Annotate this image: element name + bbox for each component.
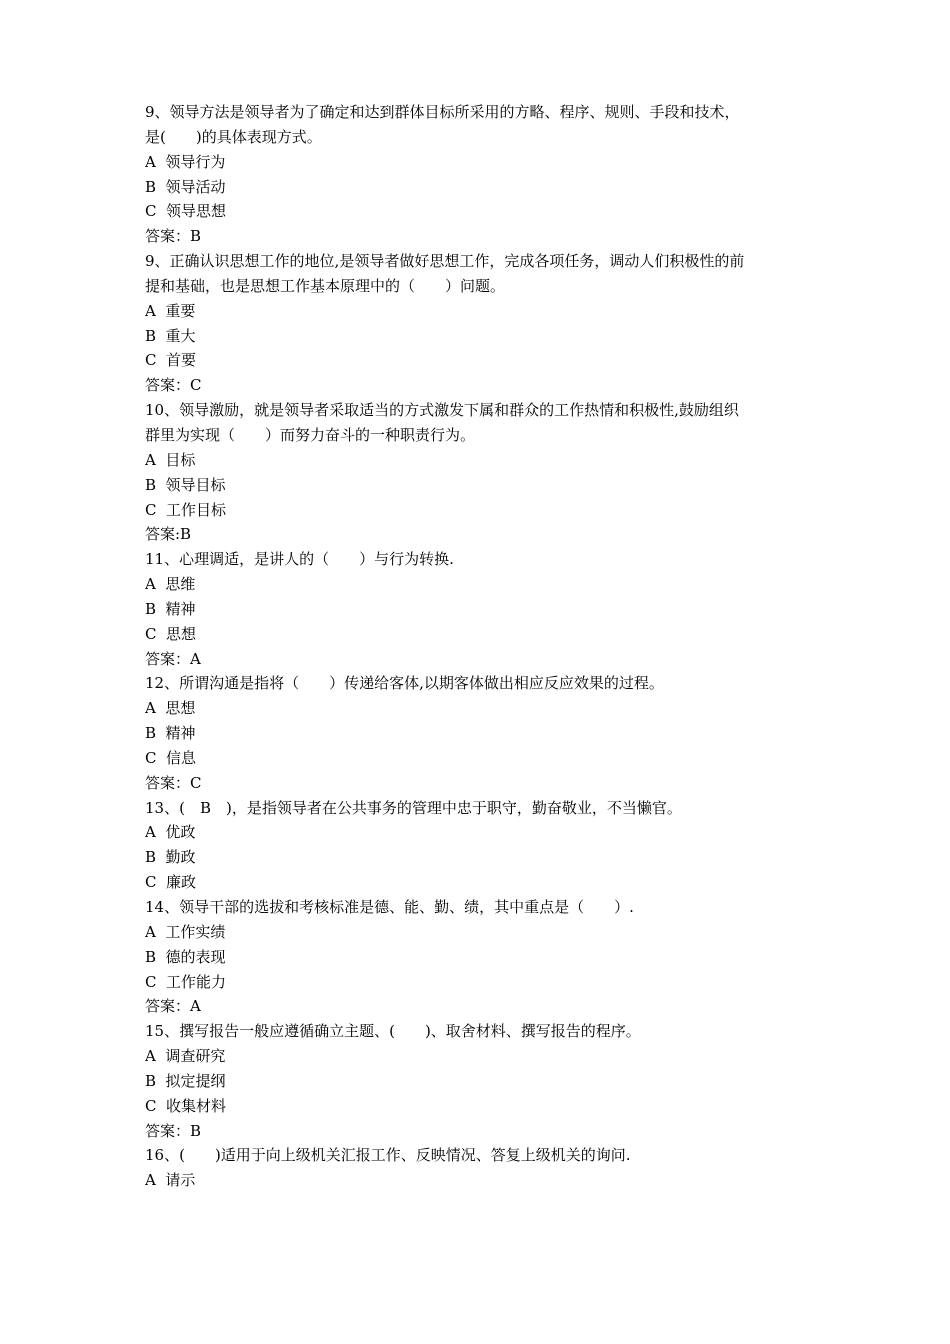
option-line: B 领导目标 (145, 475, 226, 494)
text-line: 是( )的具体表现方式。 (145, 127, 322, 146)
answer-line: 答案：B (145, 227, 202, 246)
option-line: B 重大 (145, 326, 196, 345)
text-line: 9、正确认识思想工作的地位,是领导者做好思想工作，完成各项任务，调动人们积极性的前 (145, 252, 745, 271)
text-line: 9、领导方法是领导者为了确定和达到群体目标所采用的方略、程序、规则、手段和技术， (145, 103, 740, 121)
option-line: C 首要 (145, 351, 197, 370)
option-line: A 调查研究 (145, 1047, 226, 1066)
option-line: B 勤政 (145, 848, 196, 867)
text-line: 群里为实现（ ）而努力奋斗的一种职责行为。 (145, 425, 476, 444)
option-line: B 精神 (145, 724, 196, 743)
option-line: A 优政 (145, 823, 196, 842)
text-line: 12、所谓沟通是指将（ ）传递给客体,以期客体做出相应反应效果的过程。 (145, 674, 664, 693)
option-line: B 精神 (145, 599, 196, 618)
text-line: 11、心理调适，是讲人的（ ）与行为转换. (145, 550, 454, 569)
option-line: A 请示 (145, 1171, 196, 1190)
text-line: 16、( )适用于向上级机关汇报工作、反映情况、答复上级机关的询问. (145, 1146, 631, 1165)
option-line: A 工作实绩 (145, 922, 226, 941)
text-line: 14、领导干部的选拔和考核标准是德、能、勤、绩，其中重点是（ ）. (145, 898, 634, 916)
text-line: 15、撰写报告一般应遵循确立主题、( )、取舍材料、撰写报告的程序。 (145, 1022, 641, 1041)
answer-line: 答案：C (145, 376, 202, 395)
answer-line: 答案：A (145, 997, 201, 1016)
answer-line: 答案：A (145, 649, 201, 668)
answer-line: 答案：C (145, 773, 202, 792)
option-line: A 领导行为 (145, 152, 226, 171)
option-line: C 信息 (145, 748, 197, 767)
option-line: C 思想 (145, 624, 197, 643)
option-line: C 领导思想 (145, 202, 227, 221)
option-line: A 重要 (145, 301, 196, 320)
option-line: A 目标 (145, 450, 196, 469)
text-line: 提和基础，也是思想工作基本原理中的（ ）问题。 (145, 276, 506, 295)
text-line: 10、领导激励，就是领导者采取适当的方式激发下属和群众的工作热情和积极性,鼓励组织 (145, 401, 739, 420)
option-line: C 工作目标 (145, 500, 227, 519)
option-line: B 领导活动 (145, 177, 226, 196)
option-line: B 拟定提纲 (145, 1071, 226, 1090)
option-line: C 廉政 (145, 873, 197, 892)
option-line: C 收集材料 (145, 1096, 227, 1115)
text-line: 13、( B )，是指领导者在公共事务的管理中忠于职守，勤奋敬业，不当懒官。 (145, 798, 682, 817)
option-line: C 工作能力 (145, 972, 227, 991)
answer-line: 答案:B (145, 525, 192, 544)
document-page (145, 100, 815, 1193)
answer-line: 答案：B (145, 1121, 202, 1140)
option-line: A 思维 (145, 575, 196, 594)
option-line: A 思想 (145, 699, 196, 718)
option-line: B 德的表现 (145, 947, 226, 966)
